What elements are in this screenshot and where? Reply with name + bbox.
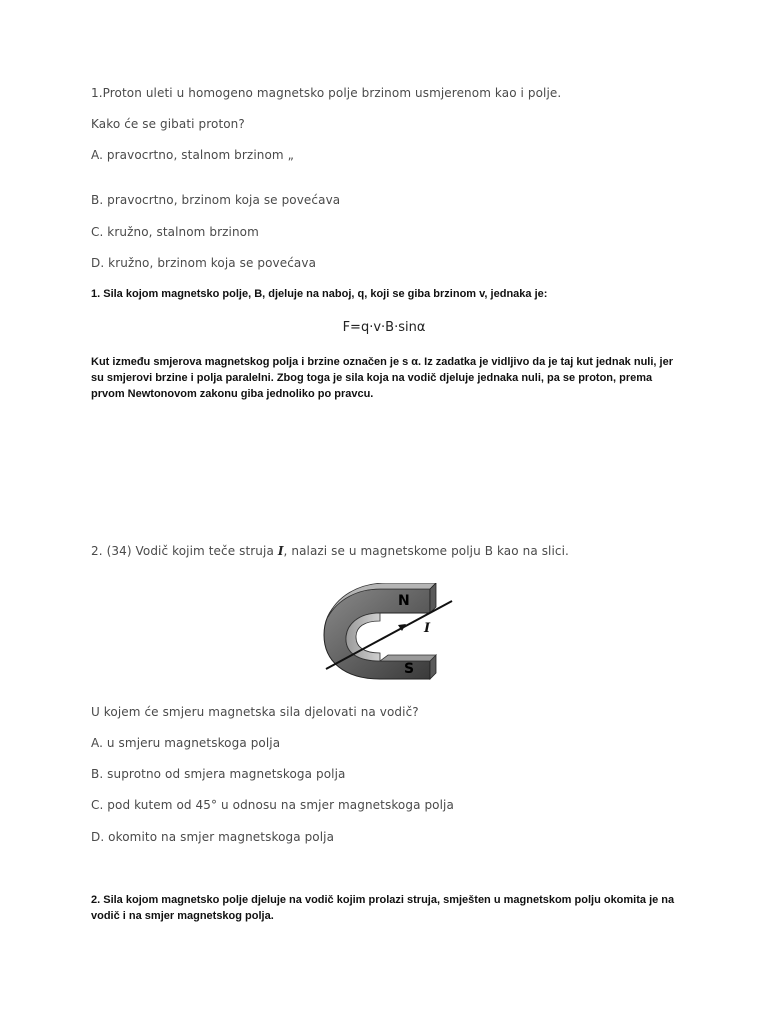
- option-2b: B. suprotno od smjera magnetskoga polja: [91, 767, 346, 781]
- current-label: I: [424, 621, 431, 636]
- force-formula: F=q·v·B·sinα: [342, 320, 426, 335]
- option-1c: C. kružno, stalnom brzinom: [91, 225, 259, 239]
- current-symbol: I: [277, 544, 284, 558]
- option-2a: A. u smjeru magnetskoga polja: [91, 736, 281, 750]
- question-1-text: 1.Proton uleti u homogeno magnetsko polje brzinom usmjerenom kao i polje.: [91, 86, 562, 100]
- option-1d: D. kružno, brzinom koja se povećava: [91, 256, 317, 270]
- answer-1-explanation: Kut između smjerova magnetskog polja i brzine označen je s α. Iz zadatka je vidljivo da je taj kut jednak nuli, jer su smjerovi brzine i polja paralelni. Zbog toga je sila koja na vodič djeluje jednaka nuli, pa se proton, prema prvom Newtonovom zakonu giba jednoliko po pravcu.: [91, 356, 673, 400]
- north-pole-label: N: [398, 593, 410, 609]
- horseshoe-magnet-illustration: [318, 583, 458, 687]
- option-2c: C. pod kutem od 45° u odnosu na smjer magnetskoga polja: [91, 798, 454, 812]
- south-pole-label: S: [404, 661, 415, 677]
- option-1a: A. pravocrtno, stalnom brzinom „: [91, 148, 294, 162]
- option-1b: B. pravocrtno, brzinom koja se povećava: [91, 193, 341, 207]
- answer-2-explanation: 2. Sila kojom magnetsko polje djeluje na vodič kojim prolazi struja, smješten u magnetskom polju okomita je na vodič i na smjer magnetskog polja.: [91, 894, 675, 922]
- question-2-text: [91, 544, 569, 558]
- question-1-prompt: Kako će se gibati proton?: [91, 117, 245, 131]
- option-2d: D. okomito na smjer magnetskoga polja: [91, 830, 335, 844]
- question-2-post: , nalazi se u magnetskome polju B kao na slici.: [283, 544, 569, 558]
- magnet-figure: [318, 583, 458, 692]
- answer-1-intro: 1. Sila kojom magnetsko polje, B, djeluje na naboj, q, koji se giba brzinom v, jednaka je:: [91, 288, 548, 300]
- question-2-prompt: U kojem će smjeru magnetska sila djelovati na vodič?: [91, 705, 419, 719]
- question-2-pre: 2. (34) Vodič kojim teče struja: [91, 544, 278, 558]
